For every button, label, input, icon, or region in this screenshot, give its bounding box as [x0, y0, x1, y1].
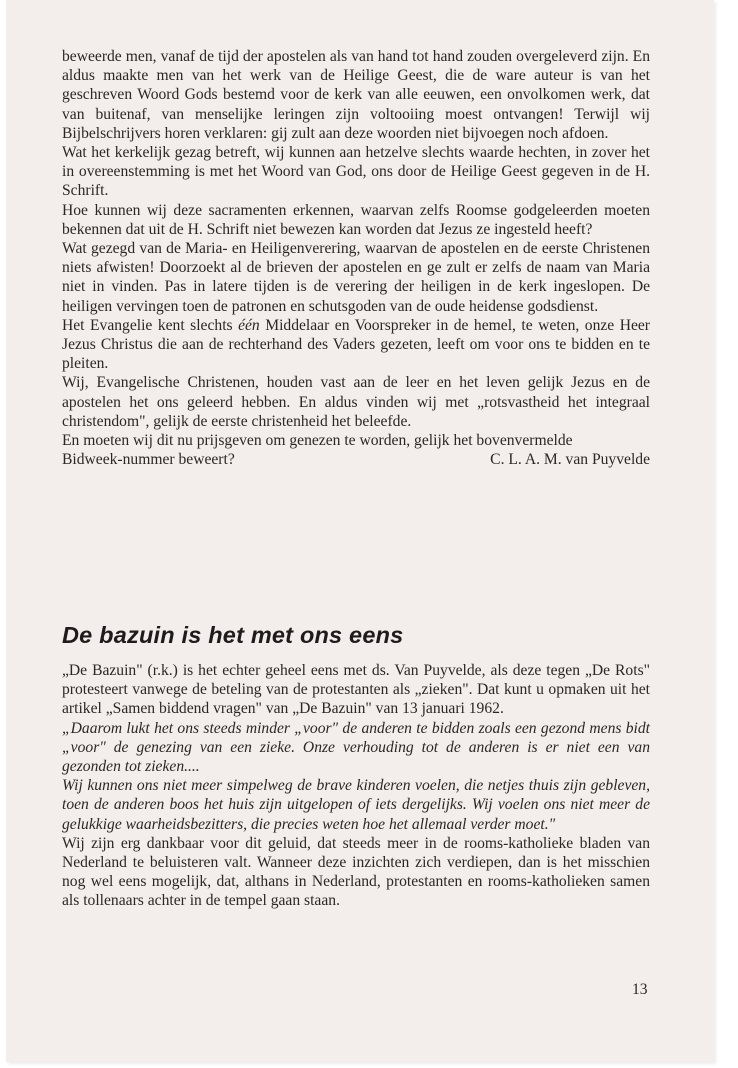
paragraph-text: Bidweek-nummer beweert? [62, 451, 235, 469]
paragraph: „De Bazuin" (r.k.) is het echter geheel eens met ds. Van Puyvelde, als deze tegen „De Rots" protesteert vanwege de beteling van de protestanten als „zieken". Dat kunt u opmaken uit het artikel „Samen biddend vragen" van „De Bazuin" van 13 januari 1962. [62, 662, 650, 718]
section-heading: De bazuin is het met ons eens [62, 622, 404, 648]
article-body [62, 47, 650, 469]
paragraph: Wat het kerkelijk gezag betreft, wij kunnen aan hetzelve slechts waarde hechten, in zover het in overeenstemming is met het Woord van God, ons door de Heilige Geest gegeven in de H. Schrift. [62, 144, 650, 200]
paragraph: Wij zijn erg dankbaar voor dit geluid, dat steeds meer in de rooms-katholieke bladen van Nederland te beluisteren valt. Wanneer deze inzichten zich verdiepen, dan is het misschien nog wel eens mogelijk, dat, althans in Nederland, protestanten en rooms-katholieken samen als tollenaars achter in de tempel gaan staan. [62, 834, 650, 910]
paragraph: Wij, Evangelische Christenen, houden vast aan de leer en het leven gelijk Jezus en de apostelen het ons geleerd hebben. En aldus vinden wij met „rotsvastheid het integraal christendom", gelijk de eerste christenheid het beleefde. [62, 374, 650, 430]
quote-paragraph: „Daarom lukt het ons steeds minder „voor" de anderen te bidden zoals een gezond mens bidt „voor" de genezing van een zieke. Onze verhouding tot de anderen is er niet een van gezonden tot zieken.... [62, 719, 650, 776]
page-number: 13 [632, 981, 648, 998]
paragraph: En moeten wij dit nu prijsgeven om genezen te worden, gelijk het bovenvermelde [62, 432, 573, 450]
paragraph: beweerde men, vanaf de tijd der apostelen als van hand tot hand zouden overgeleverd zijn. En aldus maakte men van het werk van de Heilige Geest, die de ware auteur is van het geschreven Woord Gods bestemd voor de kerk van alle eeuwen, een onvolkomen werk, dat van buitenaf, van menselijke leringen zijn voltooiing moest ontvangen! Terwijl wij Bijbelschrijvers horen verklaren: gij zult aan deze woorden niet bijvoegen noch afdoen. [62, 48, 650, 142]
author-signature: C. L. A. M. van Puyvelde [490, 451, 650, 469]
paragraph-text: Middelaar en Voorspreker in de hemel, te weten, onze Heer Jezus Christus die aan de rechterhand des Vaders gezeten, leeft om voor ons te bidden en te pleiten. [62, 316, 650, 373]
signature-line [62, 450, 650, 469]
paragraph-text: Het Evangelie kent slechts [62, 316, 239, 334]
paragraph: Wat gezegd van de Maria- en Heiligenverering, waarvan de apostelen en de eerste Christenen niets afwisten! Doorzoekt al de brieven der apostelen en ge zult er zelfs de naam van Maria niet in vinden. Pas in latere tijden is de verering der heiligen in de kerk ingeslopen. De heiligen vervingen toen de patronen en schutsgoden van de oude heidense godsdienst. [62, 240, 650, 315]
paragraph [62, 316, 650, 374]
emphasis-text: één [238, 316, 260, 334]
document-page [6, 0, 714, 1062]
second-article-body [62, 661, 650, 911]
paragraph: Hoe kunnen wij deze sacramenten erkennen, waarvan zelfs Roomse godgeleerden moeten bekennen dat uit de H. Schrift niet bewezen kan worden dat Jezus ze ingesteld heeft? [62, 201, 650, 238]
quote-paragraph: Wij kunnen ons niet meer simpelweg de brave kinderen voelen, die netjes thuis zijn gebleven, toen de anderen boos het huis zijn uitgelopen of iets dergelijks. Wij voelen ons niet meer de gelukkige waarheidsbezitters, die precies weten hoe het allemaal verder moet." [62, 777, 650, 833]
